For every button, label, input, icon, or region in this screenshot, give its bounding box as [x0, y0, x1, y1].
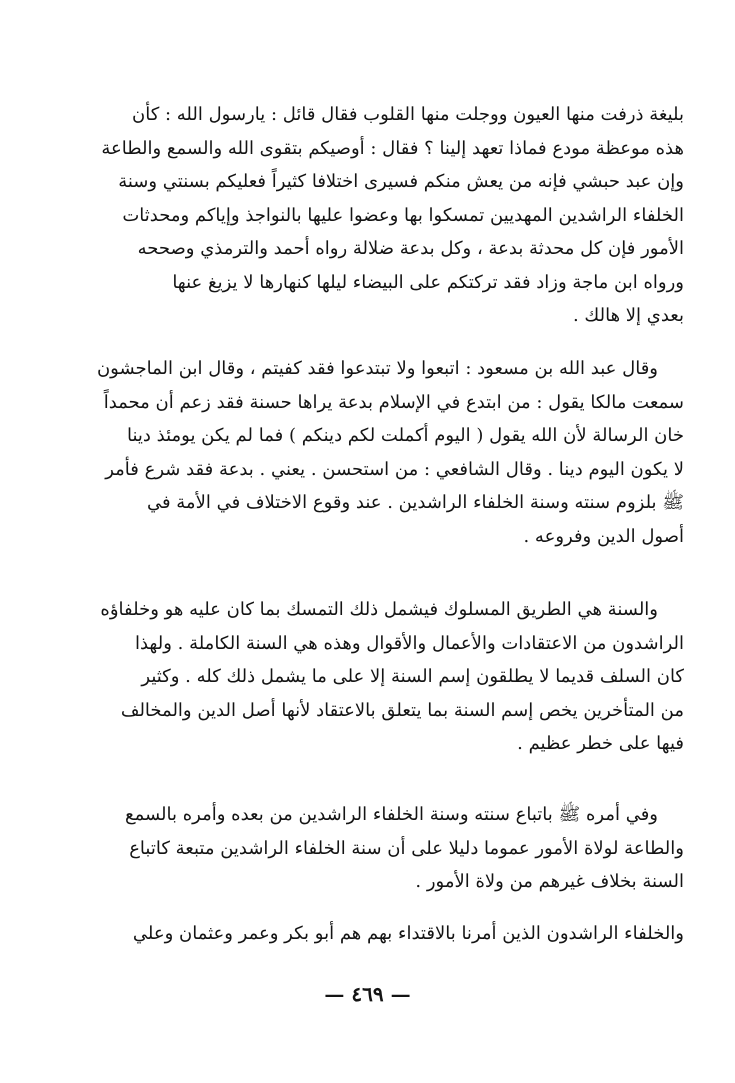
paragraph-1: [82, 98, 684, 333]
text-line: خان الرسالة لأن الله يقول ( اليوم أكملت لكم دينكم ) فما لم يكن يومئذ دينا: [126, 425, 684, 446]
text-line: سمعت مالكا يقول : من ابتدع في الإسلام بدعة يراها حسنة فقد زعم أن محمداً: [103, 391, 684, 413]
text-line: الأمور فإن كل محدثة بدعة ، وكل بدعة ضلالة رواه أحمد والترمذي وصححه: [137, 238, 684, 259]
text-line: من المتأخرين يخص إسم السنة بما يتعلق بالاعتقاد لأنها أصل الدين والمخالف: [120, 699, 684, 721]
text-line: والخلفاء الراشدون الذين أمرنا بالاقتداء بهم هم أبو بكر وعمر وعثمان وعلي: [132, 923, 684, 944]
text-line: بليغة ذرفت منها العيون ووجلت منها القلوب فقال قائل : يارسول الله : كأن: [131, 104, 684, 125]
text-line: وإن عبد حبشي فإنه من يعش منكم فسيرى اختلافا كثيراً فعليكم بسنتي وسنة: [118, 171, 684, 192]
paragraph-2: [82, 352, 684, 553]
text-line: والطاعة لولاة الأمور عموما دليلا على أن سنة الخلفاء الراشدين متبعة كاتباع: [129, 837, 684, 859]
paragraph-5: [82, 917, 684, 951]
text-line: وفي أمره ﷺ باتباع سنته وسنة الخلفاء الراشدين من بعده وأمره بالسمع: [124, 804, 658, 825]
text-line: كان السلف قديما لا يطلقون إسم السنة إلا على ما يشمل ذلك كله . وكثير: [141, 666, 684, 687]
text-line: ﷺ بلزوم سنته وسنة الخلفاء الراشدين . عند وقوع الاختلاف في الأمة في: [146, 492, 684, 513]
text-line: لا يكون اليوم دينا . وقال الشافعي : من استحسن . يعني . بدعة فقد شرع فأمر: [105, 458, 684, 480]
text-line: ورواه ابن ماجة وزاد فقد تركتكم على البيضاء ليلها كنهارها لا يزيغ عنها: [172, 271, 684, 293]
text-line: الخلفاء الراشدين المهديين تمسكوا بها وعضوا عليها بالنواجذ وإياكم ومحدثات: [122, 204, 684, 226]
paragraph-4: [82, 798, 684, 899]
text-line: والسنة هي الطريق المسلوك فيشمل ذلك التمسك بما كان عليه هو وخلفاؤه: [100, 599, 658, 620]
text-line: الراشدون من الاعتقادات والأعمال والأقوال وهذه هي السنة الكاملة . ولهذا: [134, 632, 684, 654]
text-line: فيها على خطر عظيم .: [517, 733, 684, 754]
text-line: بعدي إلا هالك .: [572, 305, 684, 326]
text-line: أصول الدين وفروعه .: [523, 525, 684, 547]
text-line: هذه موعظة مودع فماذا تعهد إلينا ؟ فقال : أوصيكم بتقوى الله والسمع والطاعة: [101, 137, 684, 159]
text-line: السنة بخلاف غيرهم من ولاة الأمور .: [415, 871, 684, 892]
text-line: وقال عبد الله بن مسعود : اتبعوا ولا تبتدعوا فقد كفيتم ، وقال ابن الماجشون: [96, 358, 658, 379]
paragraph-3: [82, 593, 684, 761]
page-number: — ٤٦٩ —: [324, 982, 411, 1006]
